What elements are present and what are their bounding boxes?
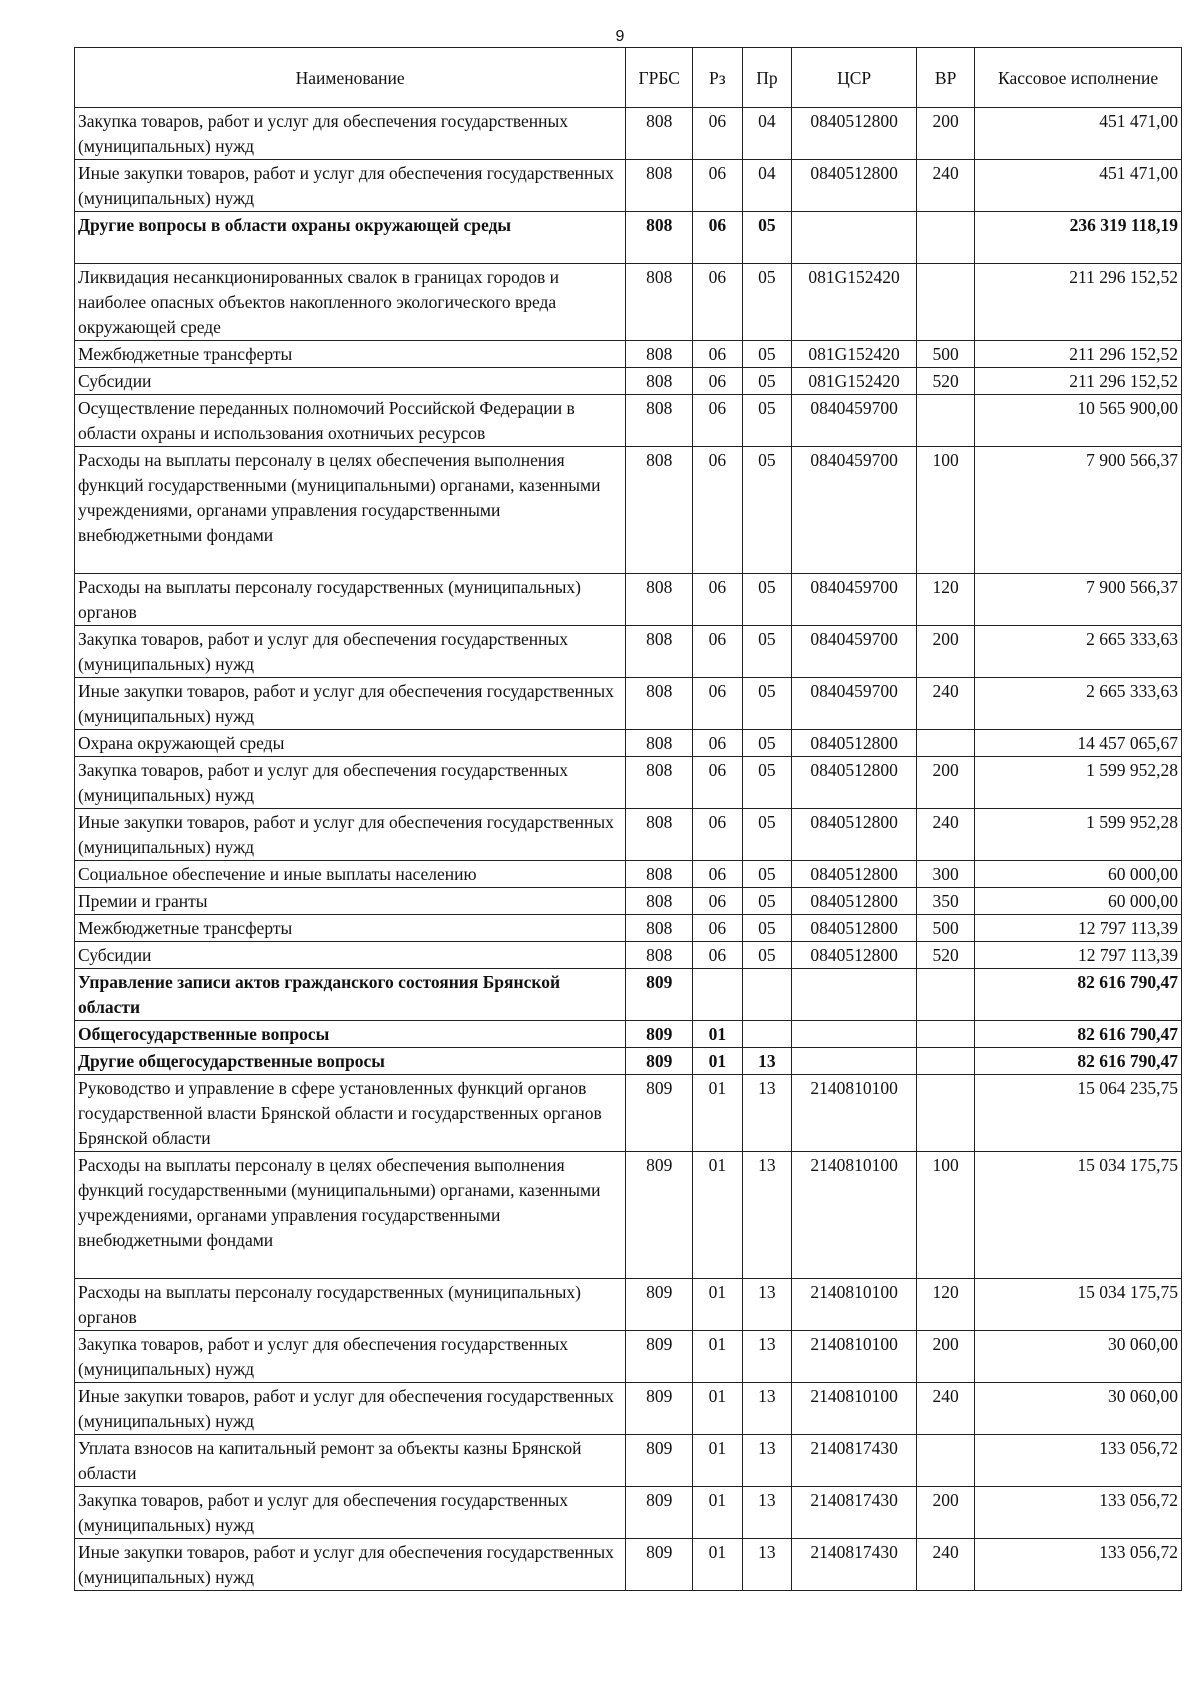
cell-rz: 01 <box>693 1435 743 1487</box>
cell-pr: 05 <box>742 626 792 678</box>
cell-csr: 0840512800 <box>792 942 917 969</box>
table-row <box>75 1152 1182 1279</box>
cell-grbs: 809 <box>626 1487 693 1539</box>
cell-name: Другие общегосударственные вопросы <box>75 1048 626 1075</box>
cell-grbs: 808 <box>626 264 693 341</box>
cell-amount: 15 034 175,75 <box>975 1152 1182 1279</box>
table-row <box>75 809 1182 861</box>
cell-name: Другие вопросы в области охраны окружающей среды <box>75 212 626 264</box>
cell-pr: 13 <box>742 1383 792 1435</box>
table-row <box>75 1383 1182 1435</box>
cell-amount: 15 034 175,75 <box>975 1279 1182 1331</box>
cell-csr: 0840512800 <box>792 108 917 160</box>
cell-rz: 06 <box>693 341 743 368</box>
table-row <box>75 626 1182 678</box>
cell-pr: 05 <box>742 861 792 888</box>
table-row <box>75 1075 1182 1152</box>
cell-grbs: 808 <box>626 888 693 915</box>
table-row <box>75 1279 1182 1331</box>
cell-amount: 2 665 333,63 <box>975 626 1182 678</box>
cell-name: Расходы на выплаты персоналу в целях обеспечения выполнения функций государственными (муниципальными) органами, казенными учреждениями, органами управления государственными внебюджетными фондами <box>75 447 626 574</box>
cell-grbs: 808 <box>626 678 693 730</box>
cell-csr: 0840459700 <box>792 395 917 447</box>
cell-amount: 236 319 118,19 <box>975 212 1182 264</box>
cell-csr: 081G152420 <box>792 264 917 341</box>
cell-grbs: 808 <box>626 861 693 888</box>
cell-csr: 0840459700 <box>792 574 917 626</box>
cell-pr: 05 <box>742 368 792 395</box>
cell-amount: 10 565 900,00 <box>975 395 1182 447</box>
cell-rz: 01 <box>693 1383 743 1435</box>
cell-csr: 2140810100 <box>792 1152 917 1279</box>
cell-name: Иные закупки товаров, работ и услуг для обеспечения государственных (муниципальных) нужд <box>75 809 626 861</box>
cell-pr: 05 <box>742 888 792 915</box>
cell-pr: 13 <box>742 1331 792 1383</box>
cell-vr: 200 <box>917 1331 975 1383</box>
table-row <box>75 888 1182 915</box>
header-rz: Рз <box>693 48 743 108</box>
cell-csr: 2140810100 <box>792 1331 917 1383</box>
cell-grbs: 808 <box>626 341 693 368</box>
cell-name: Уплата взносов на капитальный ремонт за объекты казны Брянской области <box>75 1435 626 1487</box>
cell-amount: 2 665 333,63 <box>975 678 1182 730</box>
cell-csr: 0840512800 <box>792 915 917 942</box>
cell-grbs: 808 <box>626 915 693 942</box>
cell-vr: 200 <box>917 108 975 160</box>
cell-rz: 06 <box>693 915 743 942</box>
cell-rz: 01 <box>693 1152 743 1279</box>
table-row <box>75 368 1182 395</box>
cell-csr: 0840512800 <box>792 160 917 212</box>
cell-pr: 05 <box>742 915 792 942</box>
cell-csr: 2140810100 <box>792 1279 917 1331</box>
cell-rz: 06 <box>693 447 743 574</box>
cell-amount: 133 056,72 <box>975 1487 1182 1539</box>
cell-rz: 06 <box>693 368 743 395</box>
cell-name: Осуществление переданных полномочий Российской Федерации в области охраны и использования охотничьих ресурсов <box>75 395 626 447</box>
cell-amount: 82 616 790,47 <box>975 969 1182 1021</box>
table-row <box>75 1487 1182 1539</box>
cell-name: Иные закупки товаров, работ и услуг для обеспечения государственных (муниципальных) нужд <box>75 1539 626 1591</box>
cell-name: Премии и гранты <box>75 888 626 915</box>
cell-amount: 12 797 113,39 <box>975 915 1182 942</box>
cell-name: Расходы на выплаты персоналу государственных (муниципальных) органов <box>75 574 626 626</box>
cell-rz: 06 <box>693 264 743 341</box>
cell-pr: 05 <box>742 264 792 341</box>
cell-rz: 01 <box>693 1487 743 1539</box>
cell-grbs: 808 <box>626 757 693 809</box>
cell-grbs: 808 <box>626 942 693 969</box>
cell-vr: 520 <box>917 368 975 395</box>
cell-grbs: 809 <box>626 1539 693 1591</box>
cell-vr <box>917 969 975 1021</box>
cell-rz: 01 <box>693 1075 743 1152</box>
cell-amount: 211 296 152,52 <box>975 264 1182 341</box>
cell-name: Иные закупки товаров, работ и услуг для обеспечения государственных (муниципальных) нужд <box>75 1383 626 1435</box>
cell-vr <box>917 212 975 264</box>
header-amount: Кассовое исполнение <box>975 48 1182 108</box>
table-row <box>75 942 1182 969</box>
cell-vr <box>917 1021 975 1048</box>
table-row <box>75 264 1182 341</box>
cell-grbs: 808 <box>626 368 693 395</box>
table-row <box>75 447 1182 574</box>
cell-rz: 06 <box>693 574 743 626</box>
cell-name: Межбюджетные трансферты <box>75 341 626 368</box>
table-row <box>75 1435 1182 1487</box>
cell-pr: 13 <box>742 1539 792 1591</box>
cell-grbs: 808 <box>626 626 693 678</box>
table-row <box>75 160 1182 212</box>
cell-rz: 06 <box>693 942 743 969</box>
header-vr: ВР <box>917 48 975 108</box>
cell-csr: 0840459700 <box>792 678 917 730</box>
cell-rz: 01 <box>693 1539 743 1591</box>
table-row <box>75 395 1182 447</box>
cell-rz: 06 <box>693 757 743 809</box>
table-row <box>75 1021 1182 1048</box>
cell-csr: 0840459700 <box>792 447 917 574</box>
cell-vr: 200 <box>917 757 975 809</box>
cell-amount: 60 000,00 <box>975 861 1182 888</box>
cell-name: Расходы на выплаты персоналу в целях обеспечения выполнения функций государственными (муниципальными) органами, казенными учреждениями, органами управления государственными внебюджетными фондами <box>75 1152 626 1279</box>
cell-grbs: 808 <box>626 395 693 447</box>
cell-name: Управление записи актов гражданского состояния Брянской области <box>75 969 626 1021</box>
cell-pr: 05 <box>742 678 792 730</box>
cell-amount: 133 056,72 <box>975 1435 1182 1487</box>
budget-sheet <box>74 47 1182 1591</box>
cell-csr: 2140817430 <box>792 1539 917 1591</box>
cell-pr: 13 <box>742 1048 792 1075</box>
table-row <box>75 969 1182 1021</box>
cell-grbs: 808 <box>626 108 693 160</box>
table-row <box>75 108 1182 160</box>
cell-vr: 100 <box>917 1152 975 1279</box>
cell-amount: 15 064 235,75 <box>975 1075 1182 1152</box>
cell-csr <box>792 212 917 264</box>
table-row <box>75 1048 1182 1075</box>
cell-vr: 240 <box>917 678 975 730</box>
cell-grbs: 808 <box>626 730 693 757</box>
table-row <box>75 1539 1182 1591</box>
cell-vr: 120 <box>917 1279 975 1331</box>
cell-csr: 2140817430 <box>792 1487 917 1539</box>
cell-grbs: 809 <box>626 1435 693 1487</box>
cell-vr <box>917 395 975 447</box>
cell-name: Общегосударственные вопросы <box>75 1021 626 1048</box>
cell-rz: 01 <box>693 1048 743 1075</box>
cell-grbs: 809 <box>626 1383 693 1435</box>
cell-grbs: 809 <box>626 969 693 1021</box>
cell-pr: 05 <box>742 809 792 861</box>
cell-amount: 14 457 065,67 <box>975 730 1182 757</box>
page-number: 9 <box>615 28 625 45</box>
table-row <box>75 757 1182 809</box>
cell-grbs: 808 <box>626 447 693 574</box>
cell-pr: 05 <box>742 757 792 809</box>
cell-amount: 30 060,00 <box>975 1383 1182 1435</box>
cell-pr: 05 <box>742 341 792 368</box>
table-row <box>75 861 1182 888</box>
cell-csr: 0840512800 <box>792 861 917 888</box>
cell-grbs: 809 <box>626 1331 693 1383</box>
cell-rz: 01 <box>693 1331 743 1383</box>
cell-vr: 240 <box>917 809 975 861</box>
cell-rz: 01 <box>693 1279 743 1331</box>
cell-name: Закупка товаров, работ и услуг для обеспечения государственных (муниципальных) нужд <box>75 626 626 678</box>
cell-grbs: 809 <box>626 1152 693 1279</box>
cell-vr <box>917 1435 975 1487</box>
table-row <box>75 341 1182 368</box>
cell-rz: 06 <box>693 626 743 678</box>
cell-amount: 1 599 952,28 <box>975 809 1182 861</box>
cell-vr: 500 <box>917 341 975 368</box>
cell-pr: 05 <box>742 574 792 626</box>
header-name: Наименование <box>75 48 626 108</box>
cell-name: Расходы на выплаты персоналу государственных (муниципальных) органов <box>75 1279 626 1331</box>
cell-vr: 240 <box>917 1383 975 1435</box>
cell-grbs: 809 <box>626 1021 693 1048</box>
cell-vr <box>917 1075 975 1152</box>
cell-csr: 2140810100 <box>792 1075 917 1152</box>
header-pr: Пр <box>742 48 792 108</box>
cell-name: Закупка товаров, работ и услуг для обеспечения государственных (муниципальных) нужд <box>75 108 626 160</box>
cell-name: Социальное обеспечение и иные выплаты населению <box>75 861 626 888</box>
cell-rz: 01 <box>693 1021 743 1048</box>
cell-vr: 350 <box>917 888 975 915</box>
cell-csr: 0840512800 <box>792 757 917 809</box>
cell-vr: 100 <box>917 447 975 574</box>
cell-rz: 06 <box>693 212 743 264</box>
table-row <box>75 1331 1182 1383</box>
cell-pr: 13 <box>742 1152 792 1279</box>
cell-grbs: 808 <box>626 809 693 861</box>
cell-grbs: 809 <box>626 1048 693 1075</box>
cell-amount: 82 616 790,47 <box>975 1021 1182 1048</box>
cell-csr: 0840512800 <box>792 888 917 915</box>
table-header-row <box>75 48 1182 108</box>
cell-rz: 06 <box>693 108 743 160</box>
cell-amount: 12 797 113,39 <box>975 942 1182 969</box>
cell-grbs: 808 <box>626 574 693 626</box>
cell-amount: 1 599 952,28 <box>975 757 1182 809</box>
cell-amount: 82 616 790,47 <box>975 1048 1182 1075</box>
cell-pr: 05 <box>742 942 792 969</box>
cell-name: Субсидии <box>75 942 626 969</box>
cell-name: Закупка товаров, работ и услуг для обеспечения государственных (муниципальных) нужд <box>75 1331 626 1383</box>
table-row <box>75 574 1182 626</box>
table-row <box>75 678 1182 730</box>
cell-grbs: 808 <box>626 160 693 212</box>
cell-vr: 200 <box>917 1487 975 1539</box>
cell-csr <box>792 1048 917 1075</box>
cell-csr: 0840459700 <box>792 626 917 678</box>
cell-amount: 60 000,00 <box>975 888 1182 915</box>
cell-csr: 0840512800 <box>792 809 917 861</box>
cell-name: Охрана окружающей среды <box>75 730 626 757</box>
cell-pr: 04 <box>742 160 792 212</box>
cell-grbs: 809 <box>626 1279 693 1331</box>
cell-vr: 120 <box>917 574 975 626</box>
cell-name: Закупка товаров, работ и услуг для обеспечения государственных (муниципальных) нужд <box>75 757 626 809</box>
cell-name: Иные закупки товаров, работ и услуг для обеспечения государственных (муниципальных) нужд <box>75 678 626 730</box>
cell-name: Иные закупки товаров, работ и услуг для обеспечения государственных (муниципальных) нужд <box>75 160 626 212</box>
cell-pr: 05 <box>742 447 792 574</box>
cell-pr: 13 <box>742 1279 792 1331</box>
cell-vr: 500 <box>917 915 975 942</box>
cell-pr: 13 <box>742 1075 792 1152</box>
table-row <box>75 730 1182 757</box>
cell-csr: 2140810100 <box>792 1383 917 1435</box>
cell-pr: 13 <box>742 1435 792 1487</box>
cell-name: Руководство и управление в сфере установленных функций органов государственной власти Брянской области и государственных органов Брянской области <box>75 1075 626 1152</box>
cell-csr <box>792 969 917 1021</box>
cell-vr: 240 <box>917 1539 975 1591</box>
cell-vr <box>917 730 975 757</box>
cell-rz: 06 <box>693 730 743 757</box>
cell-csr: 0840512800 <box>792 730 917 757</box>
cell-vr: 200 <box>917 626 975 678</box>
cell-rz: 06 <box>693 395 743 447</box>
cell-vr: 240 <box>917 160 975 212</box>
cell-amount: 211 296 152,52 <box>975 341 1182 368</box>
cell-amount: 451 471,00 <box>975 108 1182 160</box>
cell-pr: 05 <box>742 730 792 757</box>
cell-amount: 7 900 566,37 <box>975 447 1182 574</box>
cell-rz: 06 <box>693 861 743 888</box>
cell-rz: 06 <box>693 809 743 861</box>
cell-pr: 13 <box>742 1487 792 1539</box>
table-row <box>75 915 1182 942</box>
cell-name: Закупка товаров, работ и услуг для обеспечения государственных (муниципальных) нужд <box>75 1487 626 1539</box>
cell-pr <box>742 1021 792 1048</box>
cell-vr <box>917 264 975 341</box>
cell-csr: 081G152420 <box>792 368 917 395</box>
cell-grbs: 808 <box>626 212 693 264</box>
cell-rz: 06 <box>693 678 743 730</box>
table-body <box>75 108 1182 1591</box>
cell-rz: 06 <box>693 160 743 212</box>
cell-grbs: 809 <box>626 1075 693 1152</box>
cell-amount: 451 471,00 <box>975 160 1182 212</box>
cell-csr <box>792 1021 917 1048</box>
cell-amount: 133 056,72 <box>975 1539 1182 1591</box>
cell-pr <box>742 969 792 1021</box>
cell-vr: 520 <box>917 942 975 969</box>
cell-pr: 04 <box>742 108 792 160</box>
cell-name: Субсидии <box>75 368 626 395</box>
table-row <box>75 212 1182 264</box>
cell-amount: 211 296 152,52 <box>975 368 1182 395</box>
cell-name: Ликвидация несанкционированных свалок в границах городов и наиболее опасных объектов накопленного экологического вреда окружающей среде <box>75 264 626 341</box>
cell-csr: 081G152420 <box>792 341 917 368</box>
header-csr: ЦСР <box>792 48 917 108</box>
cell-pr: 05 <box>742 212 792 264</box>
cell-pr: 05 <box>742 395 792 447</box>
cell-vr: 300 <box>917 861 975 888</box>
cell-vr <box>917 1048 975 1075</box>
header-grbs: ГРБС <box>626 48 693 108</box>
budget-table <box>74 47 1182 1591</box>
cell-rz: 06 <box>693 888 743 915</box>
cell-rz <box>693 969 743 1021</box>
cell-amount: 30 060,00 <box>975 1331 1182 1383</box>
cell-csr: 2140817430 <box>792 1435 917 1487</box>
cell-name: Межбюджетные трансферты <box>75 915 626 942</box>
cell-amount: 7 900 566,37 <box>975 574 1182 626</box>
